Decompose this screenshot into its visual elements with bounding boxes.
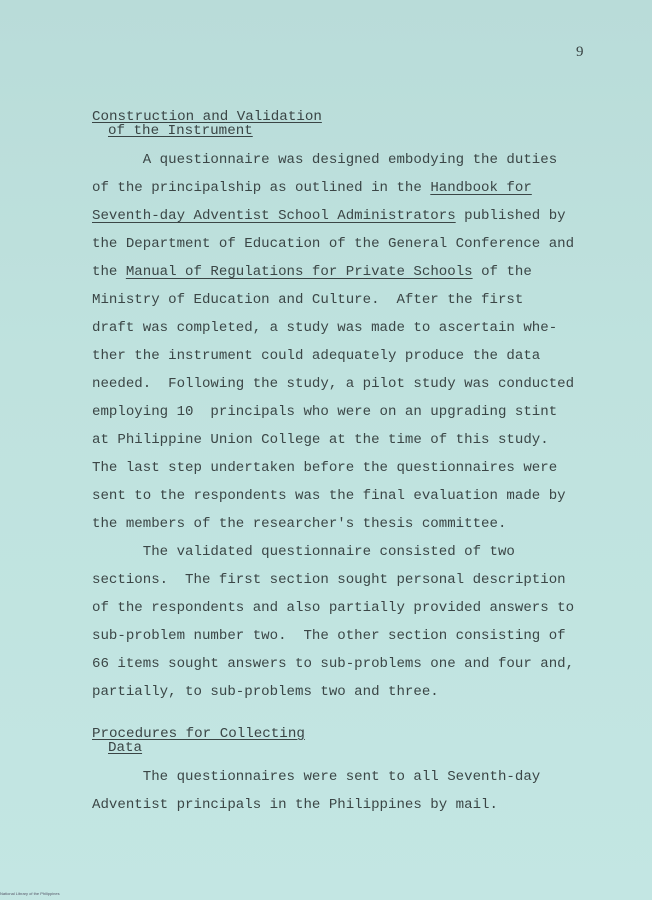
heading-line: Procedures for Collecting xyxy=(92,726,305,742)
text-line: 66 items sought answers to sub-problems one and four and, xyxy=(92,656,575,672)
text-line: Ministry of Education and Culture. After the first xyxy=(92,292,524,308)
text-run: of the xyxy=(472,264,532,280)
text-line: sent to the respondents was the final evaluation made by xyxy=(92,488,566,504)
text-line: needed. Following the study, a pilot study was conducted xyxy=(92,376,575,392)
heading-line: Construction and Validation xyxy=(92,109,322,125)
text-line: The last step undertaken before the questionnaires were xyxy=(92,460,558,476)
text-line: at Philippine Union College at the time of this study. xyxy=(92,432,549,448)
paragraph-questionnaire-sections xyxy=(92,538,592,706)
text-line: sub-problem number two. The other section consisting of xyxy=(92,628,566,644)
text-line: Adventist principals in the Philippines by mail. xyxy=(92,797,498,813)
text-line: of the respondents and also partially provided answers to xyxy=(92,600,575,616)
text-line: the Department of Education of the General Conference and xyxy=(92,236,575,252)
paragraph-instrument-design xyxy=(92,146,592,538)
section-heading-procedures xyxy=(92,727,305,755)
text-line: draft was completed, a study was made to ascertain whe- xyxy=(92,320,558,336)
text-line xyxy=(92,202,592,230)
paragraph-collecting-data xyxy=(92,763,592,819)
handbook-title: Handbook for xyxy=(430,180,532,196)
footer-watermark: National Library of the Philippines xyxy=(0,891,60,896)
text-line xyxy=(92,258,592,286)
page-number: 9 xyxy=(576,44,584,60)
text-line: sections. The first section sought personal description xyxy=(92,572,566,588)
text-line: The questionnaires were sent to all Seventh-day xyxy=(92,769,541,785)
heading-line: Data xyxy=(108,740,143,756)
text-line: employing 10 principals who were on an upgrading stint xyxy=(92,404,558,420)
manual-title: Manual of Regulations for Private Schools xyxy=(125,264,473,280)
text-run: published by xyxy=(455,208,566,224)
text-run: the xyxy=(92,264,126,280)
text-line: The validated questionnaire consisted of two xyxy=(92,544,515,560)
handbook-title-cont: Seventh-day Adventist School Administrators xyxy=(92,208,456,224)
text-line xyxy=(92,174,592,202)
heading-line: of the Instrument xyxy=(108,123,253,139)
text-line: ther the instrument could adequately produce the data xyxy=(92,348,541,364)
section-heading-construction xyxy=(92,110,322,138)
text-line: A questionnaire was designed embodying the duties xyxy=(92,152,558,168)
text-run: of the principalship as outlined in the xyxy=(92,180,431,196)
text-line: partially, to sub-problems two and three. xyxy=(92,684,439,700)
text-line: the members of the researcher's thesis committee. xyxy=(92,516,507,532)
